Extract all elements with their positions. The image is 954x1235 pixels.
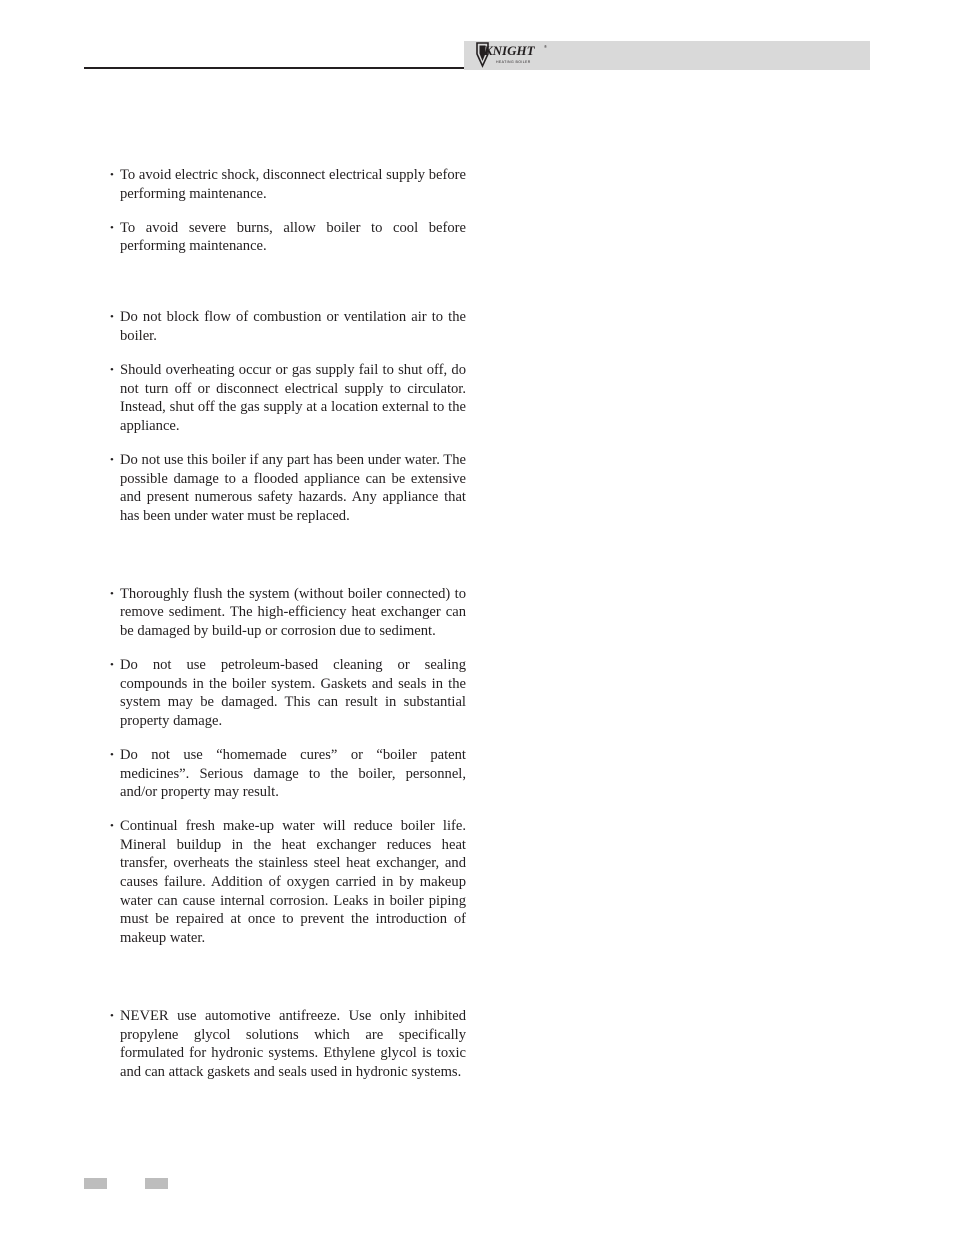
warning-text: To avoid severe burns, allow boiler to cool before performing maintenance. xyxy=(120,219,466,255)
section-gap xyxy=(110,271,466,308)
bullet-icon: • xyxy=(110,1009,114,1022)
bullet-icon: • xyxy=(110,748,114,761)
warning-text: Do not use petroleum-based cleaning or sealing compounds in the boiler system. Gaskets and seals in the system may be damaged. This can result in substantial property damage. xyxy=(120,657,466,729)
bullet-icon: • xyxy=(110,659,114,672)
warning-item xyxy=(110,746,466,802)
bullet-icon: • xyxy=(110,453,114,466)
bullet-icon: • xyxy=(110,311,114,324)
section-gap xyxy=(110,541,466,585)
warning-item xyxy=(110,219,466,256)
warning-text: Continual fresh make-up water will reduce boiler life. Mineral buildup in the heat exchanger reduces heat transfer, overheats the stainless steel heat exchanger, and causes failure. Addition of oxygen carried in by makeup water can cause internal corrosion. Leaks in boiler piping must be repaired at once to prevent the introduction of makeup water. xyxy=(120,818,466,946)
footer-tab-left xyxy=(84,1178,107,1189)
bullet-icon: • xyxy=(110,820,114,833)
logo-sub-text: HEATING BOILER xyxy=(496,60,531,64)
bullet-icon: • xyxy=(110,221,114,234)
warning-column xyxy=(110,166,466,1097)
warning-text: To avoid electric shock, disconnect electrical supply before performing maintenance. xyxy=(120,167,466,202)
warning-item xyxy=(110,308,466,345)
footer-tab-right xyxy=(145,1178,168,1189)
warning-text: Thoroughly flush the system (without boiler connected) to remove sediment. The high-efficiency heat exchanger can be damaged by build-up or corrosion due to sediment. xyxy=(120,585,466,639)
section-gap xyxy=(110,963,466,1007)
warning-item xyxy=(110,817,466,947)
bullet-icon: • xyxy=(110,169,114,181)
warning-item xyxy=(110,1007,466,1081)
logo-registered-mark: ® xyxy=(544,44,547,49)
warning-item xyxy=(110,361,466,435)
warning-text: Do not use this boiler if any part has been under water. The possible damage to a flooded appliance can be extensive and present numerous safety hazards. Any appliance that has been under water must be replaced. xyxy=(120,451,466,524)
warning-text: Should overheating occur or gas supply fail to shut off, do not turn off or disconnect electrical supply to circulator. Instead, shut off the gas supply at a location external to the appliance. xyxy=(120,362,466,434)
warning-item xyxy=(110,451,466,525)
knight-logo-icon xyxy=(474,40,554,70)
warning-item xyxy=(110,656,466,730)
warning-text: Do not use “homemade cures” or “boiler patent medicines”. Serious damage to the boiler, personnel, and/or property may result. xyxy=(120,746,466,801)
bullet-icon: • xyxy=(110,587,114,600)
warning-item xyxy=(110,166,466,203)
warning-text: NEVER use automotive antifreeze. Use only inhibited propylene glycol solutions which are specifically formulated for hydronic systems. Ethylene glycol is toxic and can attack gaskets and seals used in hydronic systems. xyxy=(120,1007,466,1080)
logo-brand-text: KNIGHT xyxy=(484,43,535,58)
warning-text: Do not block flow of combustion or ventilation air to the boiler. xyxy=(120,309,466,344)
warning-item xyxy=(110,585,466,641)
bullet-icon: • xyxy=(110,364,114,377)
